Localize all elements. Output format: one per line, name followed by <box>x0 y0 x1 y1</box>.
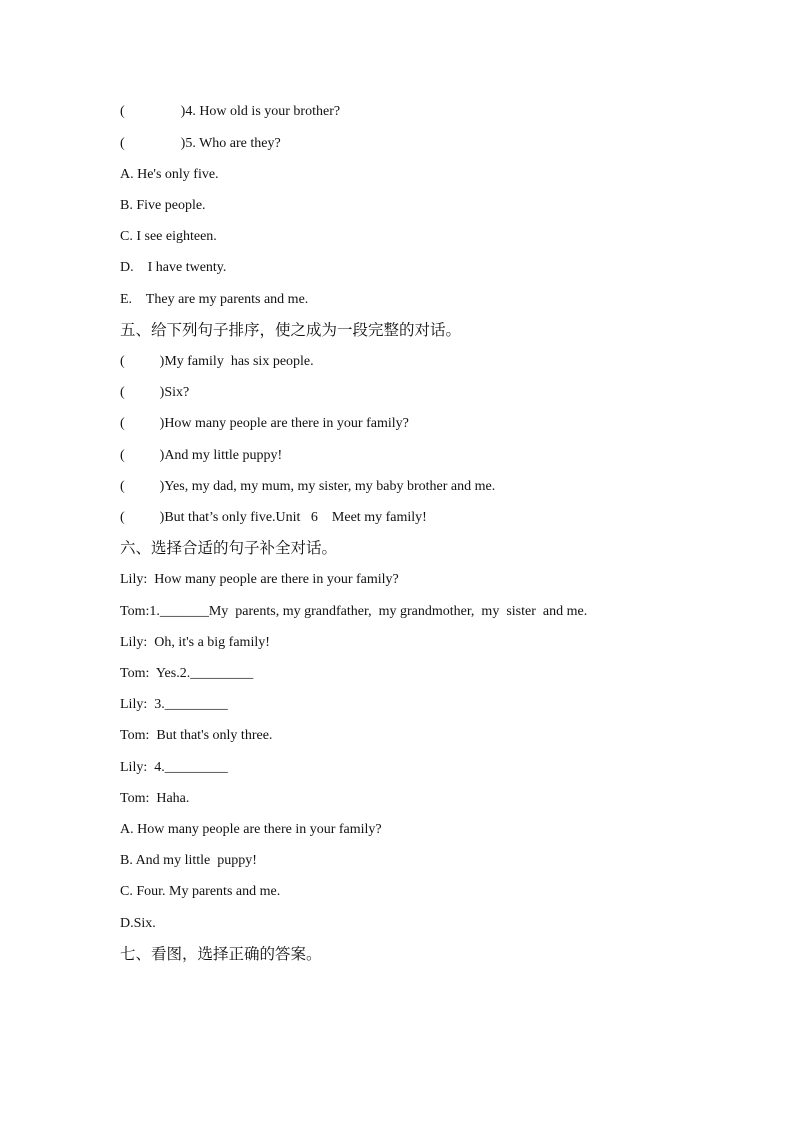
option-e: E. They are my parents and me. <box>120 292 309 307</box>
section-5-heading: 五、给下列句子排序，使之成为一段完整的对话。 <box>120 321 462 339</box>
option-a: A. He's only five. <box>120 167 219 182</box>
dialogue-line-3: Lily: Oh, it's a big family! <box>120 635 270 650</box>
order-item-2: ( )Six? <box>120 385 190 400</box>
choice-d: D.Six. <box>120 916 156 931</box>
option-d: D. I have twenty. <box>120 260 227 275</box>
section-7-heading: 七、看图，选择正确的答案。 <box>120 945 322 963</box>
order-item-5: ( )Yes, my dad, my mum, my sister, my baby brother and me. <box>120 479 496 494</box>
order-item-1: ( )My family has six people. <box>120 354 314 369</box>
option-c: C. I see eighteen. <box>120 229 217 244</box>
dialogue-line-5: Lily: 3._________ <box>120 697 228 712</box>
dialogue-line-4: Tom: Yes.2._________ <box>120 666 254 681</box>
order-item-4: ( )And my little puppy! <box>120 448 283 463</box>
dialogue-line-6: Tom: But that's only three. <box>120 728 273 743</box>
dialogue-line-8: Tom: Haha. <box>120 791 190 806</box>
choice-a: A. How many people are there in your family? <box>120 822 382 837</box>
dialogue-line-7: Lily: 4._________ <box>120 760 228 775</box>
question-4: ( )4. How old is your brother? <box>120 104 341 119</box>
choice-b: B. And my little puppy! <box>120 853 257 868</box>
order-item-3: ( )How many people are there in your family? <box>120 416 409 431</box>
section-6-heading: 六、选择合适的句子补全对话。 <box>120 539 338 557</box>
choice-c: C. Four. My parents and me. <box>120 884 281 899</box>
dialogue-line-2: Tom:1._______My parents, my grandfather, my grandmother, my sister and me. <box>120 604 588 619</box>
option-b: B. Five people. <box>120 198 206 213</box>
dialogue-line-1: Lily: How many people are there in your family? <box>120 572 399 587</box>
order-item-6: ( )But that’s only five.Unit 6 Meet my family! <box>120 510 427 525</box>
question-5: ( )5. Who are they? <box>120 136 281 151</box>
